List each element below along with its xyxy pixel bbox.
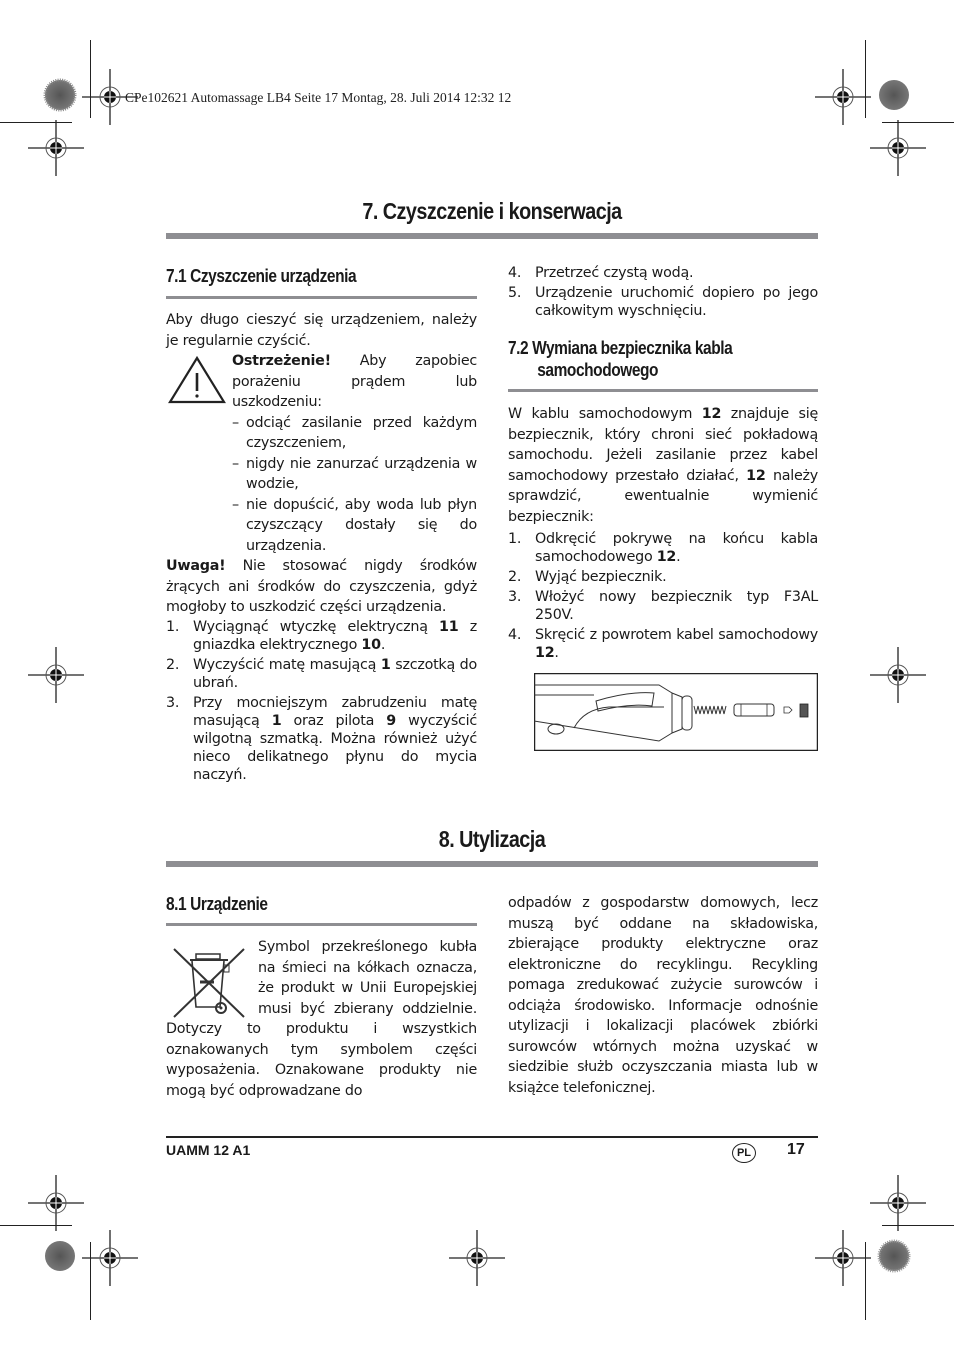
section-8-1-rule [166,923,477,926]
step-text: Urządzenie uruchomić dopiero po jego całkowitym wyschnięciu. [535,285,818,319]
fuse-step: 3. Włożyć nowy bezpiecznik typ F3AL 250V. [508,589,818,623]
step-text: Wyciągnąć wtyczkę elektryczną [193,618,440,635]
warning-label: Ostrzeżenie! [232,353,331,369]
part-ref: 10 [361,636,381,653]
section-8-rule [166,861,818,867]
warning-item: – nigdy nie zanurzać urządzenia w wodzie, [232,454,477,495]
section-7-rule [166,233,818,239]
step-number: 2. [166,656,180,673]
section-7-1-rule [166,296,477,299]
print-slug: CPe102621 Automassage LB4 Seite 17 Montag, 28. Juli 2014 12:32 12 [125,90,512,105]
step-text: Przetrzeć czystą wodą. [535,265,694,281]
step-text: Przy mocniejszym zabrudzeniu matę masującą [193,694,477,729]
car-cable-fuse-figure [534,673,818,751]
disposal-paragraph: odpadów z gospodarstw domowych, lecz muszą być oddane na składowiska, zbierające produkty elektryczne oraz elektroniczne do recyklingu. Recykling pomaga zredukować zużycie surowców i odciąża środowisko. Informacje odnośnie utylizacji i lokalizacji placówek zbiórki surowców wtórnych można uzyskać w siedzibie służb oczyszczania miasta lub w książce telefonicznej. [508,895,818,1096]
cleaning-step [508,264,818,282]
step-number: 4. [508,265,522,281]
step-text: wyczyścić wilgotną szmatką. Można również użyć nieco delikatnego płynu do mycia naczyń. [193,712,477,783]
section-7-1-continued [508,264,818,322]
part-ref: 1 [380,656,391,673]
disposal-text-left [166,937,477,1101]
section-7-2-title-line2: samochodowego [537,360,659,380]
model-number: UAMM 12 A1 [166,1142,251,1158]
fuse-step: 2. Wyjąć bezpiecznik. [508,569,667,585]
language-badge: PL [732,1143,756,1163]
warning-item: – odciąć zasilanie przed każdym czyszczeniem, [232,413,477,454]
warning-item: – nie dopuścić, aby woda lub płyn czyszczący dostały się do urządzenia. [232,495,477,557]
fuse-step: 1. Odkręcić pokrywę na końcu kabla samochodowego 12. [508,531,818,565]
part-ref: 11 [439,618,459,635]
step-number: 1. [166,618,180,635]
caution-text: Nie stosować nigdy środków żrących ani środków do czyszczenia, gdyż mogłoby to uszkodzić części urządzenia. [166,558,477,615]
section-7-2-rule [508,389,818,392]
cleaning-steps [166,618,477,784]
warning-text: Aby zapobiec porażeniu prądem lub uszkodzeniu: [232,353,477,410]
footer-rule [166,1136,818,1138]
section-7-2-title-line1: 7.2 Wymiana bezpiecznika kabla [508,338,733,358]
step-text: Wyczyścić matę masującą [193,656,381,673]
fuse-intro: W kablu samochodowym 12 znajduje się bezpiecznik, który chroni sieć pokładową samochodu. Jeżeli zasilanie przez kabel samochodowy przestało działać, 12 należy sprawdzić, ewentualnie wymienić bezpiecznik: [508,406,818,525]
caution-label: Uwaga! [166,558,226,574]
warning-list [232,413,477,557]
step-number: 5. [508,285,522,301]
step-text: . [380,636,386,653]
part-ref: 1 [271,712,282,729]
cleaning-step [166,694,477,784]
warning-block [166,351,477,556]
part-ref: 12 [701,406,722,422]
cleaning-step [508,284,818,320]
step-text: z gniazdka elektrycznego [193,618,477,653]
section-8-1-title: 8.1 Urządzenie [166,894,268,914]
disposal-paragraph: Symbol przekreślonego kubła na śmieci na kółkach oznacza, że produkt w Unii Europejskiej musi być zbierany oddzielnie. Dotyczy to produktu i wszystkich oznakowanych tym symbolem części wyposażenia. Oznakowane produkty nie mogą być odprowadzane do [166,939,477,1099]
part-ref: 9 [386,712,396,729]
section-7-1-body [166,310,477,786]
step-text: szczotką do ubrań. [193,656,478,691]
cleaning-step [166,618,477,654]
step-text: oraz pilota [281,712,387,729]
part-ref: 12 [746,467,766,484]
section-7-1-title: 7.1 Czyszczenie urządzenia [166,266,357,286]
section-7-2-title [508,337,732,381]
fuse-step: 4. Skręcić z powrotem kabel samochodowy 12. [508,627,818,661]
step-number: 3. [166,694,180,711]
cleaning-step [166,656,477,692]
section-8-title: 8. Utylizacja [438,826,546,852]
page-number: 17 [787,1141,805,1158]
section-7-title: 7. Czyszczenie i konserwacja [362,198,622,224]
warning-triangle-icon [168,355,226,405]
disposal-text-right [508,893,818,1098]
fuse-steps [508,530,818,662]
intro-paragraph: Aby długo cieszyć się urządzeniem, należy je regularnie czyścić. [166,312,477,349]
section-7-2-body [508,404,818,664]
